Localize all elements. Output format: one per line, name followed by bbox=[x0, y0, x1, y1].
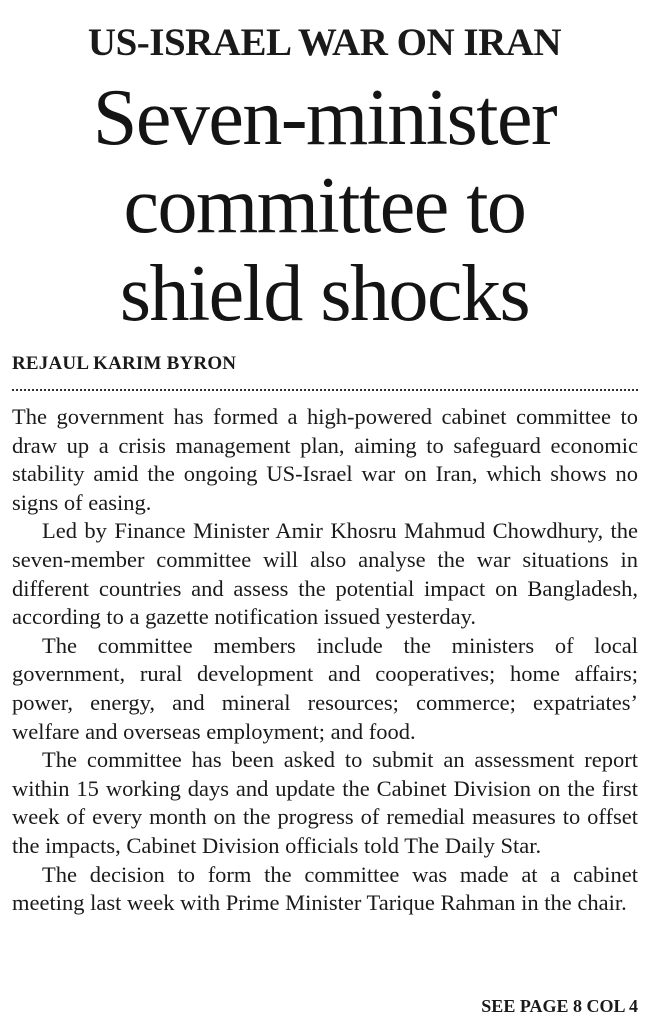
headline bbox=[0, 74, 649, 338]
headline-line-1: Seven-minister bbox=[92, 74, 557, 162]
headline-line-2: committee to bbox=[123, 162, 526, 250]
dotted-divider bbox=[12, 389, 638, 391]
article-body bbox=[12, 403, 638, 918]
paragraph-3: The committee members include the ministers of local government, rural development and cooperatives; home affairs; power, energy, and mineral resources; commerce; expatriates’ welfare and overseas employment; and food. bbox=[12, 632, 638, 744]
kicker: US-ISRAEL WAR ON IRAN bbox=[87, 21, 562, 64]
paragraph-2: Led by Finance Minister Amir Khosru Mahmud Chowdhury, the seven-member committee will also analyse the war situations in different countries and assess the potential impact on Bangladesh, according to a gazette notification issued yesterday. bbox=[12, 518, 638, 630]
paragraph-4: The committee has been asked to submit an assessment report within 15 working days and update the Cabinet Division on the first week of every month on the progress of remedial measures to offset the impacts, Cabinet Division officials told The Daily Star. bbox=[12, 747, 638, 858]
continuation-jump: SEE PAGE 8 COL 4 bbox=[481, 996, 638, 1016]
headline-line-3: shield shocks bbox=[119, 250, 530, 338]
paragraph-1: The government has formed a high-powered cabinet committee to draw up a crisis management plan, aiming to safeguard economic stability amid the ongoing US-Israel war on Iran, which shows no signs of easing. bbox=[12, 404, 638, 515]
paragraph-5: The decision to form the committee was made at a cabinet meeting last week with Prime Minister Tarique Rahman in the chair. bbox=[12, 861, 638, 916]
byline: REJAUL KARIM BYRON bbox=[12, 353, 237, 374]
